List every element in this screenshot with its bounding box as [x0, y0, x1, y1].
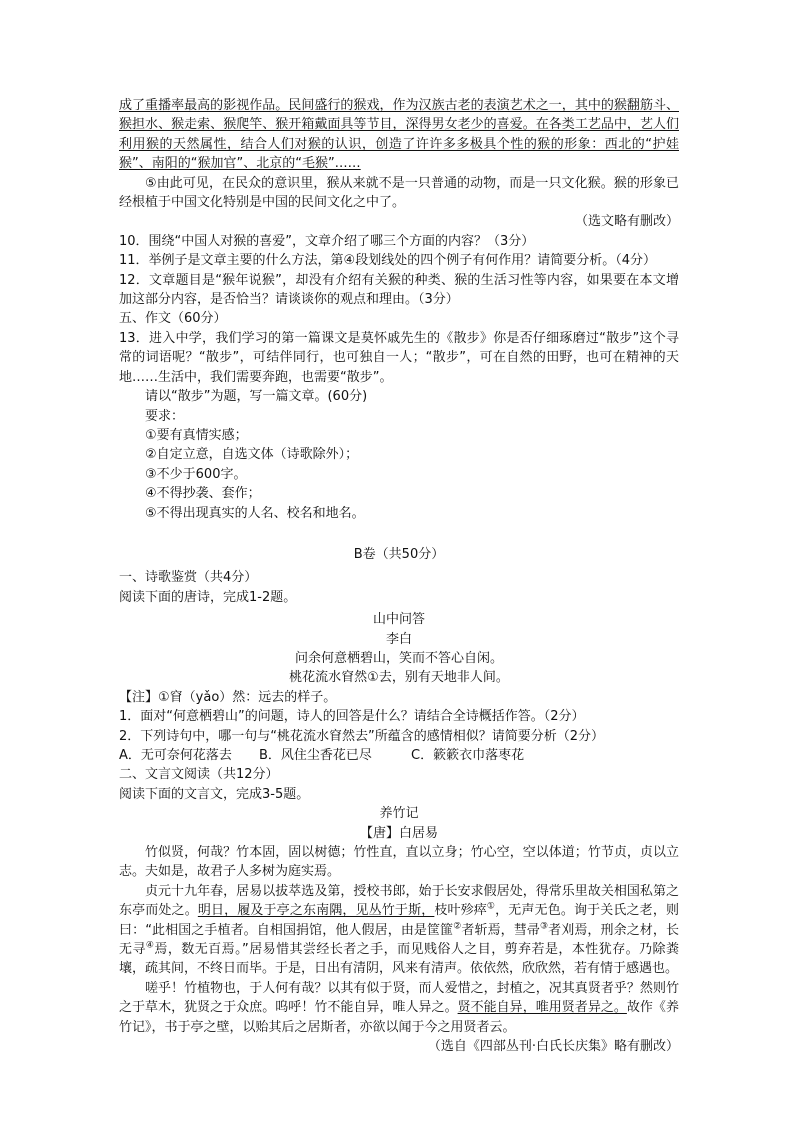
essay-paragraph-2	[119, 882, 679, 979]
footnote-marker: ②	[453, 921, 462, 932]
poem-line-2: 桃花流水窅然①去，别有天地非人间。	[289, 670, 509, 686]
question-13: 13．进入中学，我们学习的第一篇课文是莫怀戚先生的《散步》你是否仔细琢磨过“散步”这个寻常的词语呢？“散步”，可结伴同行，也可独自一人；“散步”，可在自然的田野，也可在精神的天地……生活中，我们需要奔跑，也需要“散步”。	[119, 330, 679, 385]
question-10: 10．围绕“中国人对猴的喜爱”，文章介绍了哪三个方面的内容？（3分）	[119, 233, 535, 249]
essay-text: 焉，数无百焉。”居易惜其尝经长者之手，而见贱俗人之目，剪弃若是，本性犹存。乃除粪壤，疏其间，不终日而毕。于是，日出有清阴，风来有清声。依依然，欣欣然，若有情于感遇也。	[119, 942, 679, 977]
poem-line-1: 问余何意栖碧山，笑而不答心自闲。	[294, 650, 503, 666]
essay-author: 【唐】白居易	[359, 825, 438, 841]
option-a: A．无可奈何花落去	[119, 748, 232, 763]
essay-text: 者刈焉，刑余之材，长无寻	[119, 922, 679, 958]
requirements-title: 要求：	[145, 408, 185, 424]
classical-heading: 二、文言文阅读（共12分）	[119, 767, 279, 783]
essay-text: 枝叶殄瘁	[434, 903, 487, 919]
poem-author: 李白	[385, 631, 412, 647]
poem-note: 【注】①窅（yǎo）然：远去的样子。	[119, 689, 337, 705]
question-11: 11．举例子是文章主要的什么方法，第④段划线处的四个例子有何作用？请简要分析。（4分）	[119, 253, 656, 269]
footnote-marker: ①	[486, 901, 496, 912]
requirement-item: ③不少于600字。	[145, 466, 247, 482]
question-2-options	[119, 746, 679, 765]
essay-underlined-sentence: 贤不能自异，唯用贤者异之。	[457, 1000, 627, 1016]
requirement-item: ④不得抄袭、套作；	[145, 486, 261, 502]
essay-source: （选自《四部丛刊·白氏长庆集》略有删改）	[427, 1039, 679, 1055]
question-2: 2．下列诗句中，哪一句与“桃花流水窅然去”所蕴含的感情相似？请简要分析（2分）	[119, 728, 605, 744]
exam-page	[119, 96, 679, 1057]
poetry-instructions: 阅读下面的唐诗，完成1-2题。	[119, 589, 297, 605]
essay-title: 养竹记	[379, 806, 419, 822]
essay-paragraph-3	[119, 979, 679, 1037]
essay-text: 故作《养竹记》，书于亭之壁，以贻其后之居斯者，亦欲以闻于今之用贤者云。	[119, 1000, 679, 1035]
option-b: B．风住尘香花已尽	[259, 748, 372, 763]
composition-prompt: 请以“散步”为题，写一篇文章。(60分)	[145, 389, 368, 405]
requirement-item: ⑤不得出现真实的人名、校名和地名。	[145, 505, 365, 521]
essay-paragraph-1: 竹似贤，何哉？竹本固，固以树德；竹性直，直以立身；竹心空，空以体道；竹节贞，贞以立志。夫如是，故君子人多树为庭实焉。	[119, 845, 679, 880]
requirement-item: ②自定立意，自选文体（诗歌除外）；	[145, 447, 359, 463]
essay-text: 嗟乎！竹植物也，于人何有哉？以其有似于贤，而人爱惜之，封植之，况其真贤者乎？然则竹之于草木，犹贤之于众庶。呜呼！竹不能自异，唯人异之。	[119, 980, 679, 1016]
excerpt-underlined-paragraph: 成了重播率最高的影视作品。民间盛行的猴戏，作为汉族古老的表演艺术之一，其中的猴翻筋斗、猴担水、猴走索、猴爬竿、猴开箱戴面具等节目，深得男女老少的喜爱。在各类工艺品中，艺人们利用猴的天然属性，结合人们对猴的认识，创造了许许多多极具个性的猴的形象：西北的“护娃猴”、南阳的“猴加官”、北京的“毛猴”……	[119, 98, 679, 172]
poem-title: 山中问答	[372, 612, 425, 628]
essay-underlined-sentence: 明日，履及于亭之东南隅，见丛竹于斯，	[197, 903, 435, 919]
poetry-heading: 一、诗歌鉴赏（共4分）	[119, 570, 258, 586]
footnote-marker: ④	[145, 940, 155, 951]
excerpt-paragraph-5: ⑤由此可见，在民众的意识里，猴从来就不是一只普通的动物，而是一只文化猴。猴的形象已经根植于中国文化特别是中国的民间文化之中了。	[119, 175, 679, 211]
question-12: 12．文章题目是“猴年说猴”，却没有介绍有关猴的种类、猴的生活习性等内容，如果要在本文增加这部分内容，是否恰当？请谈谈你的观点和理由。（3分）	[119, 272, 679, 308]
classical-instructions: 阅读下面的文言文，完成3-5题。	[119, 786, 310, 802]
question-1: 1．面对“何意栖碧山”的问题，诗人的回答是什么？请结合全诗概括作答。（2分）	[119, 709, 585, 725]
requirement-item: ①要有真情实感；	[145, 427, 248, 443]
excerpt-source: （选文略有删改）	[574, 214, 679, 230]
footnote-marker: ③	[539, 921, 549, 932]
essay-text: 贞元十九年春，居易以拔萃选及第，授校书郎，始于长安求假居处，得常乐里故关相国私第之东亭而处之。	[119, 883, 679, 919]
section-b-title: B卷（共50分）	[353, 546, 445, 562]
essay-text: 者斩焉，彗帚	[461, 922, 540, 938]
composition-heading: 五、作文（60分）	[119, 311, 227, 327]
option-c: C．簌簌衣巾落枣花	[411, 748, 525, 763]
essay-text: ，无声无色。询于关氏之老，则曰：“此相国之手植者。自相国捐馆，他人假居，由是筐篚	[119, 903, 679, 938]
